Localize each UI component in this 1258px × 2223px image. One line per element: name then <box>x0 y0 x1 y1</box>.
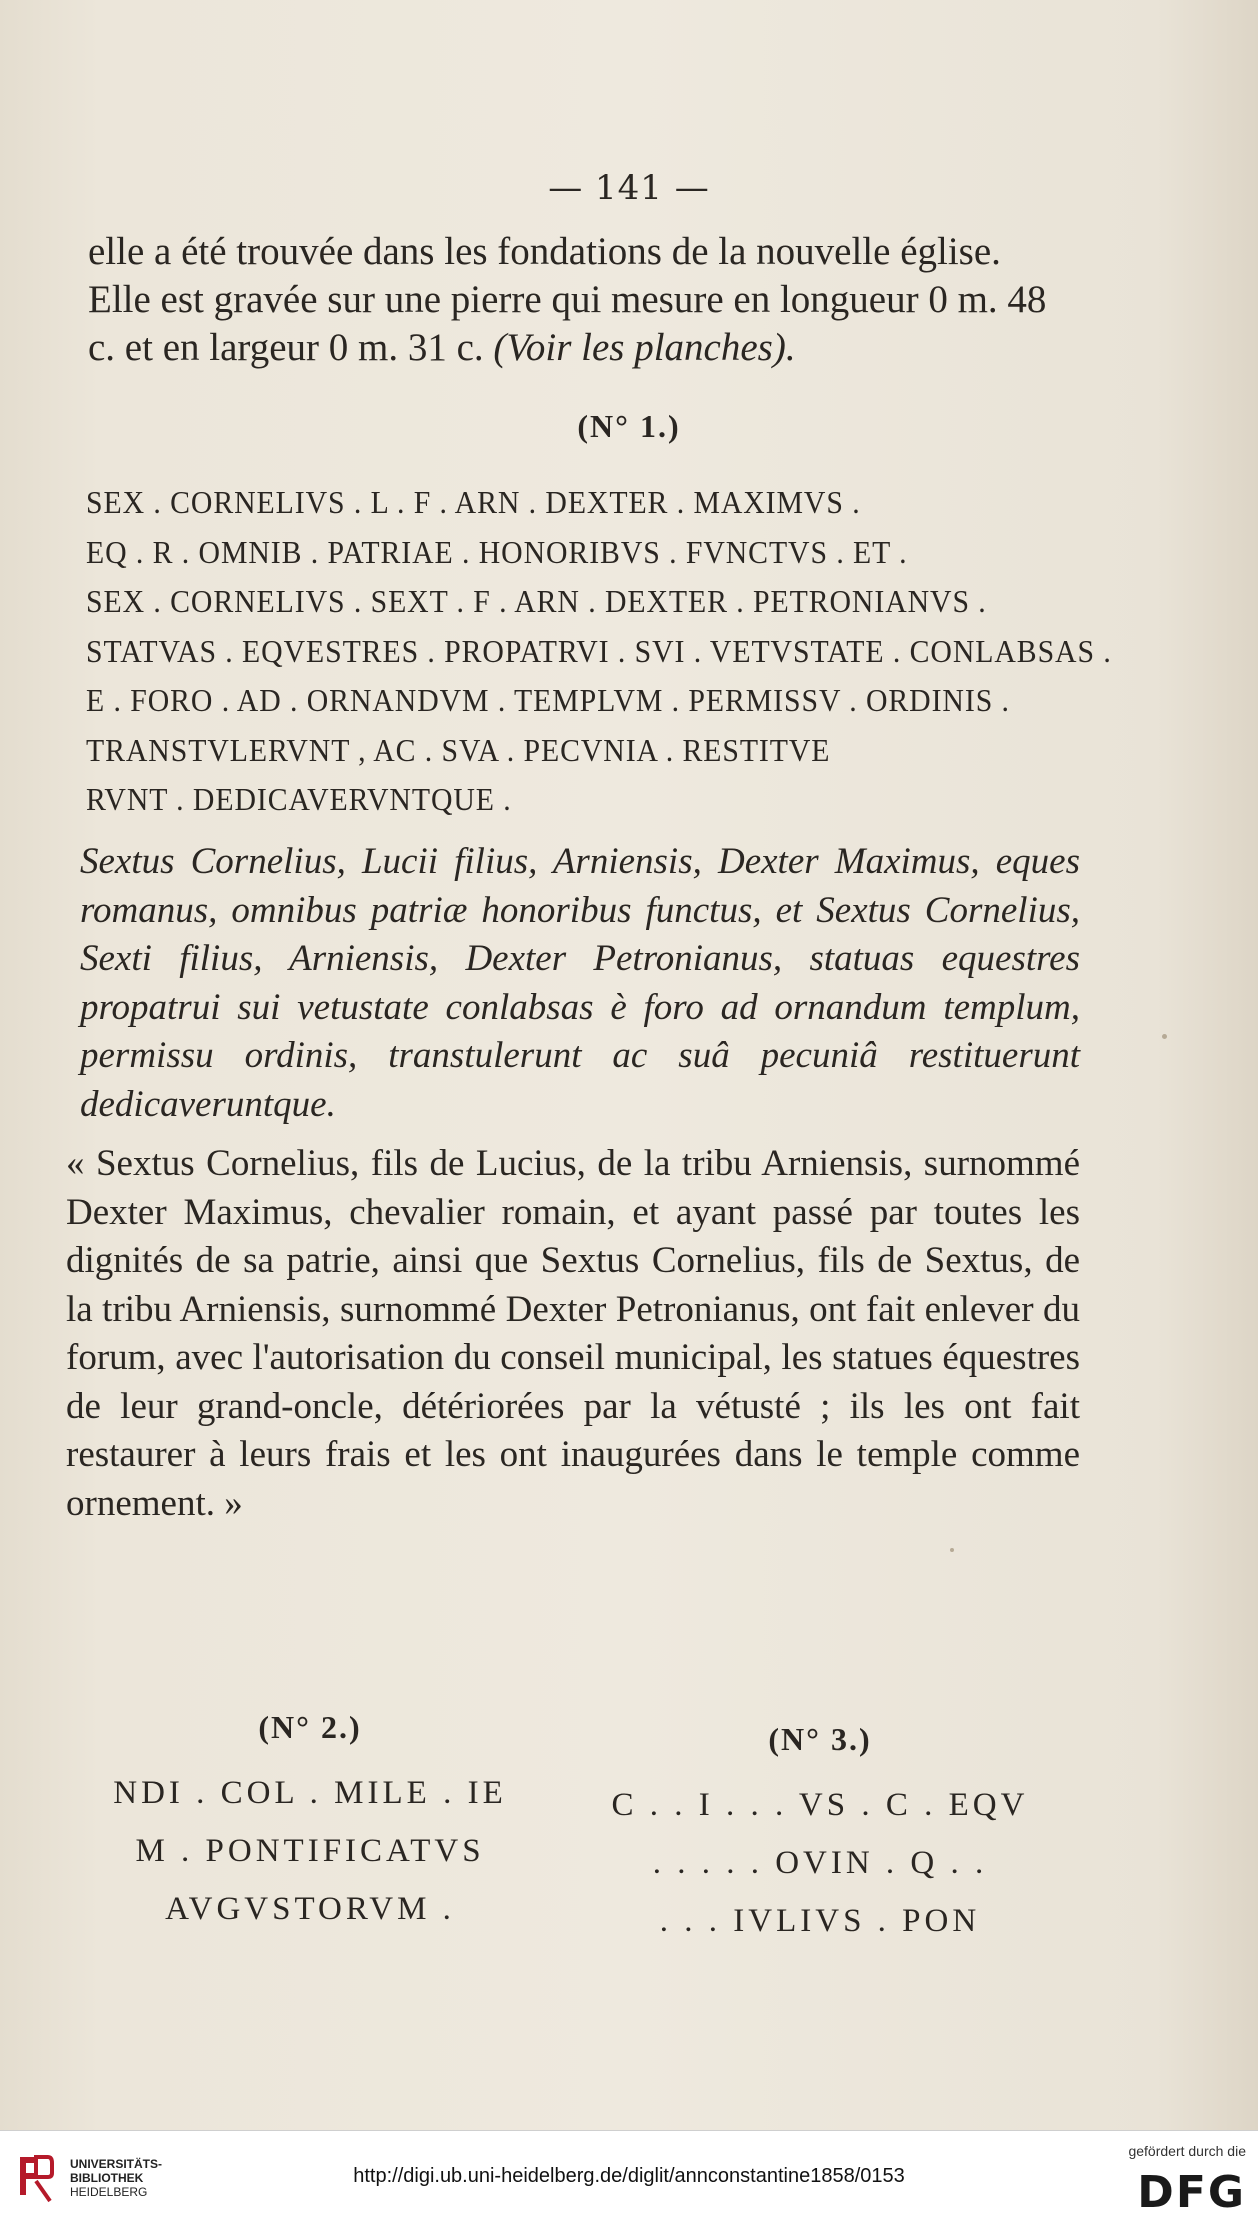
inscription-line: STATVAS . EQVESTRES . PROPATRVI . SVI . VETVSTATE . CONLABSAS . <box>86 632 1112 669</box>
inscription-line: EQ . R . OMNIB . PATRIAE . HONORIBVS . FVNCTVS . ET . <box>86 533 908 570</box>
inscription-line: . . . . . OVIN . Q . . <box>652 1845 988 1881</box>
inscription-2-heading: (N° 2.) <box>258 1709 362 1745</box>
page-number: — 141 — <box>548 168 710 208</box>
library-name-line: UNIVERSITÄTS- <box>70 2157 163 2171</box>
funded-by-label: gefördert durch die <box>1128 2143 1246 2159</box>
inscription-1-text <box>86 478 1112 825</box>
inscription-line: E . FORO . AD . ORNANDVM . TEMPLVM . PERMISSV . ORDINIS . <box>86 682 1010 718</box>
intro-paragraph <box>88 228 1068 372</box>
inscription-line: RVNT . DEDICAVERVNTQUE . <box>86 781 512 817</box>
library-name-line: HEIDELBERG <box>70 2185 148 2199</box>
intro-text: elle a été trouvée dans les fondations de la nouvelle église. Elle est gravée sur une pierre qui mesure en longueur 0 m. 48 c. et en largeur 0 m. 31 c. <box>88 230 1047 369</box>
inscription-line: SEX . CORNELIVS . SEXT . F . ARN . DEXTER . PETRONIANVS . <box>86 583 987 619</box>
inscription-3 <box>580 1710 1060 1950</box>
source-url-link[interactable]: http://digi.ub.uni-heidelberg.de/diglit/annconstantine1858/0153 <box>353 2165 905 2187</box>
inscription-2 <box>110 1698 510 1938</box>
paper-speck <box>1162 1034 1167 1039</box>
library-name-line: BIBLIOTHEK <box>70 2171 144 2185</box>
inscription-line: AVGVSTORVM . <box>165 1891 455 1927</box>
inscription-line: TRANSTVLERVNT , AC . SVA . PECVNIA . RESTITVE <box>86 731 831 768</box>
french-translation: « Sextus Cornelius, fils de Lucius, de la tribu Arniensis, surnommé Dexter Maximus, chevalier romain, et ayant passé par toutes les dignités de sa patrie, ainsi que Sextus Cornelius, fils de Sextus, de la tribu Arniensis, surnommé Dexter Petronianus, ont fait enlever du forum, avec l'autorisation du conseil municipal, les statues équestres de leur grand-oncle, détériorées par la vétusté ; ils les ont fait restaurer à leurs frais et les ont inaugurées dans le temple comme ornement. » <box>66 1143 1080 1524</box>
inscription-line: NDI . COL . MILE . IE <box>113 1775 507 1811</box>
inscription-line: M . PONTIFICATVS <box>135 1833 485 1869</box>
latin-transcription: Sextus Cornelius, Lucii filius, Arniensis, Dexter Maximus, eques romanus, omnibus patriæ honoribus functus, et Sextus Cornelius, Sexti filius, Arniensis, Dexter Petronianus, statuas equestres propatrui sui vetustate conlabsas è foro ad ornandum templum, permissu ordinis, transtulerunt ac suâ pecuniâ restituerunt dedicaveruntque. <box>80 841 1080 1125</box>
inscription-3-heading: (N° 3.) <box>768 1721 872 1757</box>
dfg-logo: DFG <box>1137 2167 1246 2218</box>
intro-plates-reference: (Voir les planches). <box>493 326 796 369</box>
inscription-1-heading: (N° 1.) <box>577 408 681 444</box>
inscription-line: SEX . CORNELIVS . L . F . ARN . DEXTER . MAXIMVS . <box>86 484 861 520</box>
inscription-line: . . . IVLIVS . PON <box>659 1903 981 1939</box>
footer-bar <box>0 2130 1258 2223</box>
paper-speck <box>950 1548 954 1552</box>
inscription-line: C . . I . . . VS . C . EQV <box>611 1787 1029 1823</box>
